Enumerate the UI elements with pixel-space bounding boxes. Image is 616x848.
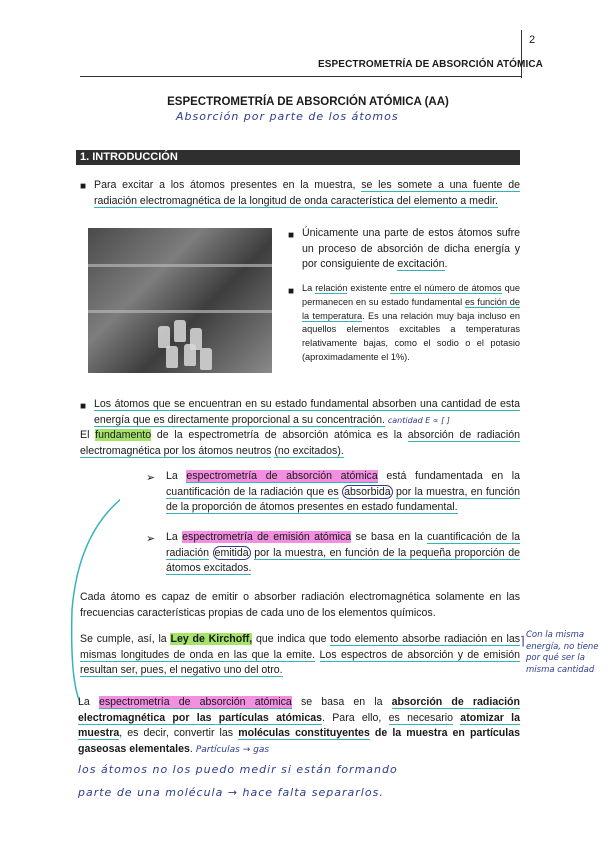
paragraph-kirchoff — [80, 632, 520, 679]
handwritten-side-note: Con la misma energía, no tiene por qué ser la misma cantidad — [526, 630, 599, 675]
text: . Para ello, — [322, 711, 382, 724]
photo-jar — [174, 320, 186, 342]
photo-jar — [200, 348, 212, 370]
highlighted-text: espectrometría de absorción atómica — [186, 470, 378, 482]
section-heading: 1. INTRODUCCIÓN — [76, 150, 520, 165]
text: La — [78, 696, 90, 708]
underlined-text: (no excitados). — [274, 444, 344, 457]
text: El — [80, 429, 90, 441]
text: de la espectrometría de absorción atómica es la — [156, 429, 403, 441]
handwritten-note-line2: parte de una molécula → hace falta separarlos. — [78, 786, 384, 799]
arrow-marker: ➢ — [146, 472, 156, 484]
circled-text: emitida — [214, 546, 249, 559]
underlined-text: se les somete a una fuente de radiación electromagnética de la longitud de onda característica del elemento a medir. — [94, 179, 520, 207]
highlighted-text: espectrometría de emisión atómica — [182, 531, 352, 543]
text: , es decir, convertir las — [119, 727, 234, 739]
photo-jar — [184, 344, 196, 366]
bullet-marker: ■ — [80, 181, 87, 192]
text: existente — [350, 283, 388, 293]
bullet-marker: ■ — [80, 401, 87, 412]
text: . — [189, 742, 193, 755]
bullet-marker: ■ — [288, 230, 295, 241]
bold-underlined-text: absorción de radiación electromagnética por las partículas atómicas — [78, 696, 520, 724]
bullet-concentration — [94, 397, 520, 428]
photo-shelf — [88, 310, 272, 313]
underlined-text: entre el número de átomos — [390, 283, 502, 293]
lab-photo — [88, 228, 272, 373]
handwritten-note-proportional: cantidad E ∝ [ ] — [387, 415, 450, 425]
document-title: ESPECTROMETRÍA DE ABSORCIÓN ATÓMICA (AA) — [167, 96, 449, 108]
text: se basa en la — [300, 696, 383, 708]
header-rule — [80, 76, 522, 77]
photo-jar — [166, 346, 178, 368]
highlighted-text: espectrometría de absorción atómica — [98, 696, 292, 708]
arrow-item-absorption — [166, 469, 520, 516]
paragraph-fundamento — [80, 428, 520, 459]
text: Únicamente una parte de estos átomos sufre un proceso de absorción de dicha energía y por consiguiente de — [302, 227, 520, 270]
text: La — [166, 470, 178, 482]
arrow-marker: ➢ — [146, 533, 156, 545]
text: La — [302, 283, 313, 293]
paragraph-frequencies: Cada átomo es capaz de emitir o absorber radiación electromagnética solamente en las frecuencias características propias de cada uno de los elementos químicos. — [80, 591, 520, 619]
text: está fundamentada en la — [386, 470, 520, 482]
text: La — [166, 531, 178, 543]
bold-underlined-text: atomizar la muestra — [78, 711, 520, 739]
text: Se cumple, así, la — [80, 633, 167, 645]
underlined-text: todo elemento absorbe radiación en las mismas longitudes de onda en las que la emite. — [80, 633, 521, 661]
photo-shelf — [88, 264, 272, 267]
text: que permanecen en su estado fundamental — [302, 283, 520, 307]
underlined-text: absorción de radiación electromagnética por los átomos neutros — [80, 429, 520, 457]
bullet-temperature-relation — [302, 282, 520, 365]
bullet-partial-absorption — [302, 226, 520, 273]
highlighted-text: fundamento — [95, 429, 152, 441]
underlined-text: relación — [315, 283, 348, 293]
underlined-text: Los espectros de absorción y de emisión resultan ser, pues, el negativo uno del otro. — [80, 648, 520, 676]
handwritten-note-line1: los átomos no los puedo medir si están formando — [78, 763, 398, 776]
bold-underlined-text: moléculas constituyentes — [238, 727, 370, 739]
page-number: 2 — [529, 34, 536, 46]
paragraph-atomization — [78, 695, 520, 758]
header-divider — [521, 30, 522, 78]
text: que indica que — [255, 633, 327, 645]
text: se basa en la — [355, 531, 423, 543]
highlighted-text: Ley de Kirchoff, — [170, 633, 253, 645]
handwritten-bracket: ⌉ — [520, 634, 525, 648]
text: Para excitar a los átomos presentes en la muestra, — [94, 179, 356, 191]
underlined-text: cuantificación de la radiación — [166, 531, 520, 559]
bold-text: de la muestra en partículas gaseosas elementales — [78, 727, 521, 755]
underlined-text: Los átomos que se encuentran en su estado fundamental absorben una cantidad de esta energía que es directamente proporcional a su concentración. — [94, 398, 520, 426]
bullet-marker: ■ — [288, 286, 295, 297]
handwritten-note-gas: Partículas → gas — [195, 744, 270, 755]
running-title: ESPECTROMETRÍA DE ABSORCIÓN ATÓMICA — [318, 59, 543, 70]
underlined-text: es necesario — [388, 711, 454, 724]
underlined-text: excitación — [397, 258, 445, 270]
bullet-intro — [94, 178, 520, 209]
underlined-text: por la muestra, en función de la proporción de átomos presentes en estado fundamental. — [166, 485, 520, 513]
underlined-text: cuantificación de la radiación que es — [166, 485, 339, 498]
text: . — [444, 258, 448, 270]
photo-jar — [158, 326, 170, 348]
underlined-text: por la muestra, en función de la pequeña proporción de átomos excitados. — [166, 546, 520, 574]
circled-text: absorbida — [344, 485, 391, 498]
text: . Es una relación muy baja incluso en aquellos elementos excitables a temperaturas relativamente bajas, como el sodio o el potasio (aproximadamente el 1%). — [302, 310, 520, 362]
underlined-text: es función de la temperatura — [302, 296, 520, 321]
handwritten-subtitle: Absorción por parte de los átomos — [176, 110, 399, 123]
arrow-item-emission — [166, 530, 520, 577]
